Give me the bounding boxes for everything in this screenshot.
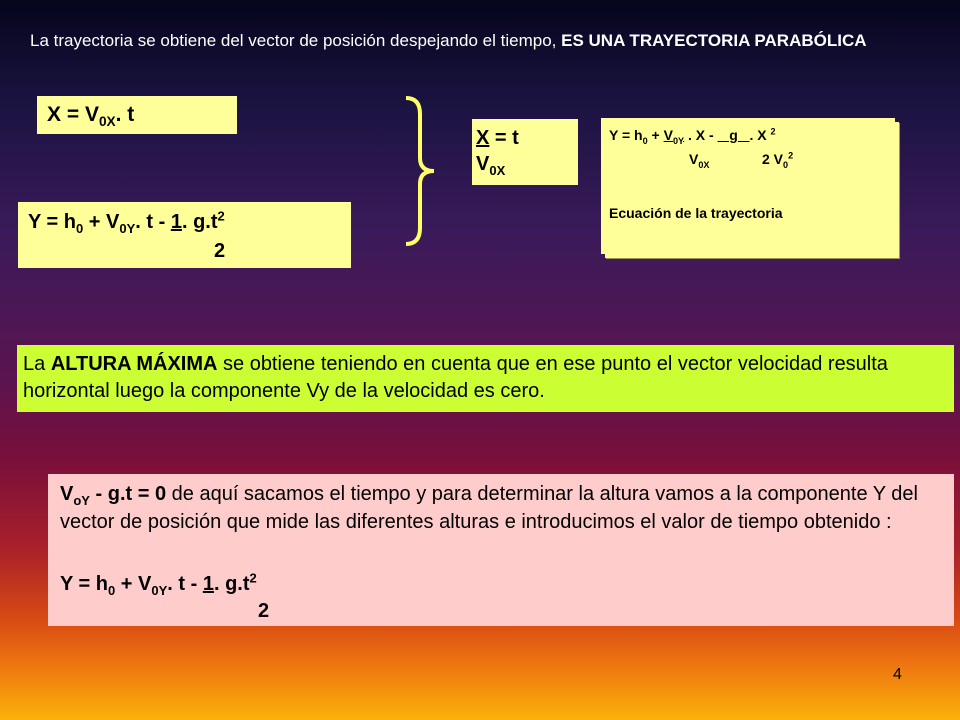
vo-eq-numerator: 1 <box>202 573 214 595</box>
traj-numerator: g <box>717 127 750 143</box>
max-height-box <box>17 345 954 412</box>
traj-sub: 0Y <box>672 135 685 146</box>
alt-part: se obtiene teniendo en cuenta que en ese punto el vector velocidad resulta horizontal luego la componente Vy de la velocidad es cero. <box>23 353 888 402</box>
heading-emphasis: ES UNA TRAYECTORIA PARABÓLICA <box>561 31 867 50</box>
vo-equation-denominator: 2 <box>258 600 270 622</box>
traj-part: V <box>689 151 699 167</box>
traj-part: 2 V <box>762 151 784 167</box>
traj-sub: 0 <box>642 135 648 146</box>
trajectory-line2 <box>689 151 710 170</box>
vo-part: V <box>60 483 74 505</box>
equation-y-denominator: 2 <box>214 240 226 262</box>
alt-emphasis: ALTURA MÁXIMA <box>50 353 218 375</box>
trajectory-line2b <box>762 150 794 170</box>
trajectory-line1 <box>609 126 776 146</box>
equation-y-box <box>18 202 351 268</box>
eq-t-part: V <box>476 153 490 175</box>
traj-part: . X - <box>684 127 718 143</box>
vo-sub: oY <box>73 493 90 508</box>
traj-part: V <box>663 127 673 143</box>
trajectory-equation-box <box>601 118 895 254</box>
eq-x-part: X = V <box>47 103 99 126</box>
vo-eq-part: . g.t <box>213 573 250 595</box>
vo-eq-part: + V <box>115 573 152 595</box>
eq-y-part: . t - <box>135 211 171 233</box>
vo-equation-line1 <box>60 570 257 598</box>
traj-part: + <box>647 127 664 143</box>
eq-t-sub: 0X <box>489 163 506 178</box>
vo-eq-part: . t - <box>167 573 203 595</box>
alt-part: La <box>23 353 51 375</box>
vo-eq-sub: 0 <box>108 583 116 598</box>
eq-y-part: Y = h <box>28 211 76 233</box>
eq-x-part: . t <box>115 103 135 126</box>
eq-y-part: + V <box>83 211 120 233</box>
equation-y-line1 <box>28 208 225 236</box>
vertical-velocity-box <box>48 474 954 626</box>
eq-t-part: = t <box>489 127 519 149</box>
max-height-text <box>23 351 943 405</box>
equation-x-box <box>37 96 237 134</box>
vo-eq-sub: 0Y <box>151 583 168 598</box>
traj-sup: 2 <box>770 126 776 137</box>
eq-y-sub: 0 <box>76 221 84 236</box>
slide-heading <box>30 30 940 51</box>
curly-brace-icon <box>400 96 440 246</box>
equation-x <box>47 103 135 130</box>
traj-sub: 0X <box>698 159 710 170</box>
vo-part: - g.t = 0 <box>89 483 167 505</box>
traj-sub: 0 <box>783 159 789 170</box>
equation-t-denominator <box>476 153 505 176</box>
vo-eq-sup: 2 <box>249 570 257 586</box>
trajectory-caption: Ecuación de la trayectoria <box>609 205 783 221</box>
page-number: 4 <box>893 666 902 683</box>
eq-x-sub: 0X <box>98 114 116 130</box>
traj-part: Y = h <box>609 127 643 143</box>
traj-sup: 2 <box>788 150 794 161</box>
eq-y-part: . g.t <box>181 211 218 233</box>
vo-eq-part: Y = h <box>60 573 108 595</box>
eq-y-numerator: 1 <box>170 211 182 233</box>
vo-explanation: de aquí sacamos el tiempo y para determinar la altura vamos a la componente Y del vector de posición que mide las diferentes alturas e introducimos el valor de tiempo obtenido : <box>60 483 918 533</box>
eq-y-sub: 0Y <box>119 221 136 236</box>
equation-t-box <box>472 119 578 185</box>
heading-text: La trayectoria se obtiene del vector de posición despejando el tiempo, <box>30 31 562 50</box>
vertical-velocity-text <box>60 480 944 536</box>
equation-t-line1 <box>476 127 519 150</box>
traj-part: . X <box>749 127 771 143</box>
eq-t-numerator: X <box>476 127 490 149</box>
eq-y-sup: 2 <box>217 208 225 224</box>
